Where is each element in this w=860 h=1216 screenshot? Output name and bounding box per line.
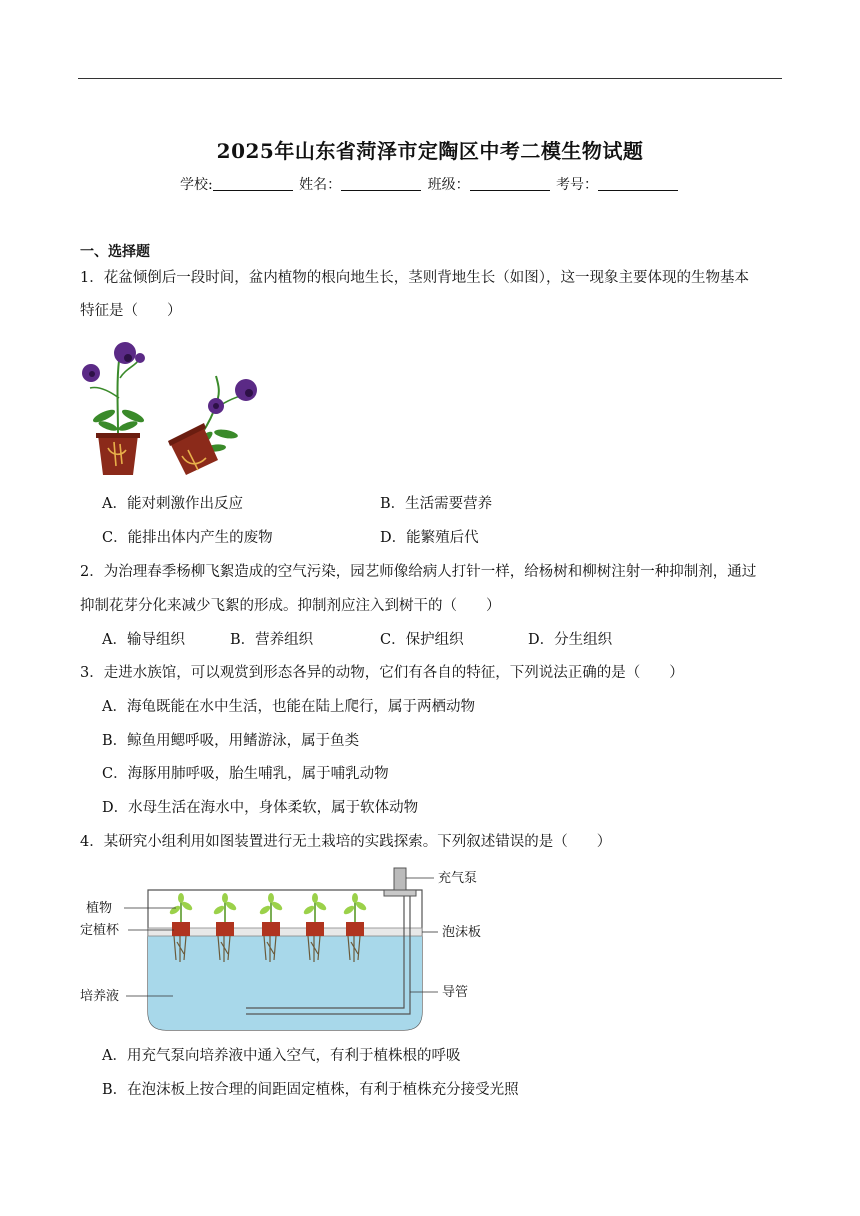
name-label: 姓名：: [299, 177, 342, 193]
upright-plant: [82, 342, 146, 475]
q3-option-c: C．海豚用肺呼吸，胎生哺乳，属于哺乳动物: [102, 766, 389, 782]
q1-stem-line2: 特征是（ ）: [80, 303, 182, 319]
q1-option-a: A．能对刺激作出反应: [102, 496, 243, 512]
hydroponics-figure: [78, 862, 498, 1034]
class-label: 班级：: [427, 177, 470, 193]
q3-option-b: B．鲸鱼用鳃呼吸，用鳍游泳，属于鱼类: [102, 733, 360, 749]
school-label: 学校:: [179, 177, 213, 193]
page-title: 2025年山东省菏泽市定陶区中考二模生物试题: [216, 139, 644, 163]
q2-option-c: C．保护组织: [380, 632, 464, 648]
exam-no-blank: [598, 176, 678, 191]
q4-stem: 4．某研究小组利用如图装置进行无土栽培的实践探索。下列叙述错误的是（ ）: [80, 834, 612, 850]
student-info: [0, 174, 860, 194]
label-foam: 泡沫板: [442, 925, 482, 940]
class-blank: [470, 176, 550, 191]
q3-option-d: D．水母生活在海水中，身体柔软，属于软体动物: [102, 800, 419, 816]
q3-stem: 3．走进水族馆，可以观赏到形态各异的动物，它们有各自的特征，下列说法正确的是（ ）: [80, 665, 684, 681]
label-cup: 定植杯: [80, 923, 120, 938]
tilted-pot-figure: [78, 338, 268, 480]
label-tube: 导管: [442, 985, 469, 1000]
section-heading: 一、选择题: [80, 244, 150, 260]
q2-option-d: D．分生组织: [528, 632, 613, 648]
tilted-plant: [168, 376, 257, 475]
q2-stem-line1: 2．为治理春季杨柳飞絮造成的空气污染，园艺师像给病人打针一样，给杨树和柳树注射一种抑制剂，通过: [80, 564, 757, 580]
q1-option-d: D．能繁殖后代: [380, 530, 479, 546]
label-solution: 培养液: [80, 989, 120, 1004]
label-plant: 植物: [86, 901, 113, 916]
exam-no-label: 考号：: [556, 177, 599, 193]
q3-option-a: A．海龟既能在水中生活，也能在陆上爬行，属于两栖动物: [102, 699, 475, 715]
q1-option-c: C．能排出体内产生的废物: [102, 530, 273, 546]
q1-stem-line1: 1．花盆倾倒后一段时间，盆内植物的根向地生长，茎则背地生长（如图），这一现象主要体现的生物基本: [80, 270, 749, 286]
q2-option-a: A．输导组织: [102, 632, 185, 648]
q4-option-b: B．在泡沫板上按合理的间距固定植株，有利于植株充分接受光照: [102, 1082, 519, 1098]
q1-option-b: B．生活需要营养: [380, 496, 493, 512]
name-blank: [341, 176, 421, 191]
school-blank: [213, 176, 293, 191]
q4-option-a: A．用充气泵向培养液中通入空气，有利于植株根的呼吸: [102, 1048, 461, 1064]
q2-option-b: B．营养组织: [230, 632, 314, 648]
q2-stem-line2: 抑制花芽分化来减少飞絮的形成。抑制剂应注入到树干的（ ）: [80, 598, 501, 614]
header-rule: [78, 78, 782, 79]
label-pump: 充气泵: [438, 871, 478, 886]
